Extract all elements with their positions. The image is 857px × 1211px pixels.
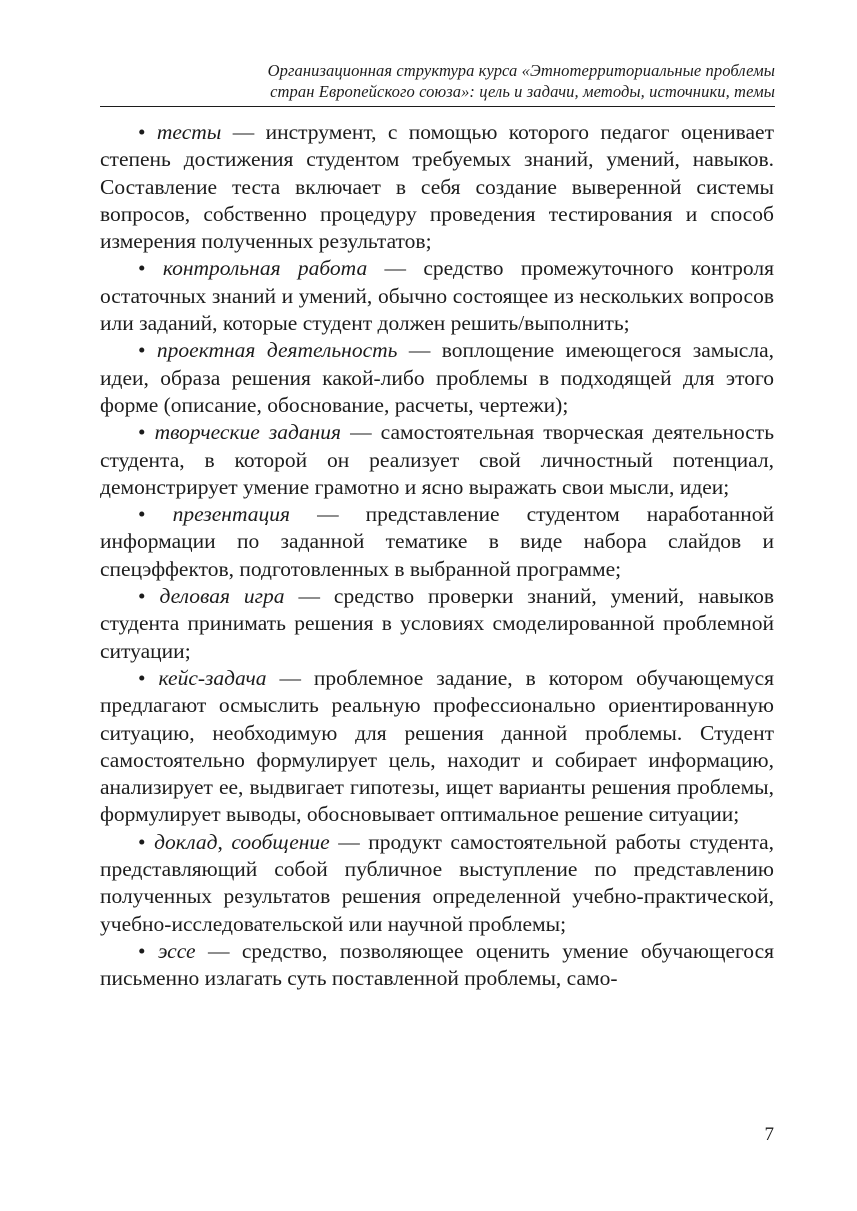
bullet: • bbox=[138, 584, 146, 609]
bullet: • bbox=[138, 420, 146, 445]
list-item-presentation bbox=[100, 501, 774, 583]
bullet: • bbox=[138, 256, 146, 281]
running-header-line-1: Организационная структура курса «Этнотерриториальные проблемы bbox=[267, 61, 775, 80]
bullet: • bbox=[138, 665, 146, 690]
definition: — средство проверки знаний, умений, навыков студента принимать решения в условиях смоделированной проблемной ситуации; bbox=[100, 584, 774, 663]
definition: — проблемное задание, в котором обучающемуся предлагают осмыслить реальную профессионально ориентированную ситуацию, необходимую для решения данной проблемы. Студент самостоятельно формулирует цель, находит и собирает информацию, анализирует ее, выдвигает гипотезы, ищет варианты решения проблемы, формулирует выводы, обосновывает оптимальное решение ситуации; bbox=[100, 665, 775, 827]
term: эссе bbox=[157, 938, 196, 963]
bullet: • bbox=[138, 829, 146, 854]
term: доклад bbox=[154, 829, 218, 854]
list-item-creative-tasks bbox=[100, 419, 774, 501]
bullet: • bbox=[138, 338, 146, 363]
term-2: сообщение bbox=[231, 829, 330, 854]
list-item-business-game bbox=[100, 583, 774, 665]
term: кейс-задача bbox=[158, 665, 267, 690]
term-separator: , bbox=[217, 829, 232, 854]
definition: — средство промежуточного контроля остаточных знаний и умений, обычно состоящее из нескольких вопросов или заданий, которые студент должен решить/выполнить; bbox=[100, 256, 774, 336]
term: тесты bbox=[156, 120, 222, 144]
term: творческие задания bbox=[154, 420, 342, 445]
list-item-project-activity bbox=[100, 337, 774, 419]
term: деловая игра bbox=[159, 584, 285, 609]
list-item-case-task bbox=[100, 665, 774, 829]
page-number: 7 bbox=[764, 1124, 774, 1145]
running-header-line-2: стран Европейского союза»: цель и задачи, методы, источники, темы bbox=[270, 82, 775, 101]
bullet: • bbox=[138, 938, 146, 963]
definition: — самостоятельная творческая деятельность студента, в которой он реализует свой личностный потенциал, демонстрирует умение грамотно и ясно выражать свои мысли, идеи; bbox=[100, 420, 775, 499]
definition: — представление студентом наработанной информации по заданной тематике в виде набора слайдов и спецэффектов, подготовленных в выбранной программе; bbox=[100, 502, 774, 581]
term: проектная деятельность bbox=[156, 338, 398, 363]
definition: — продукт самостоятельной работы студента, представляющий собой публичное выступление по представлению полученных результатов решения определенной учебно-практической, учебно-исследовательской или научной проблемы; bbox=[100, 829, 775, 936]
list-item-essay bbox=[100, 938, 774, 993]
list-item-control-work bbox=[100, 255, 774, 337]
running-header bbox=[100, 60, 775, 102]
body-text bbox=[100, 119, 774, 993]
definition: — средство, позволяющее оценить умение обучающегося письменно излагать суть поставленной проблемы, само- bbox=[100, 938, 775, 991]
list-item-tests bbox=[100, 119, 774, 255]
bullet: • bbox=[138, 502, 146, 527]
header-rule bbox=[100, 106, 775, 107]
definition: — инструмент, с помощью которого педагог оценивает степень достижения студентом требуемых знаний, умений, навыков. Составление теста включает в себя создание выверенной системы вопросов, собственно процедуру проведения тестирования и способ измерения полученных результатов; bbox=[100, 120, 774, 254]
bullet: • bbox=[138, 120, 146, 144]
definition: — воплощение имеющегося замысла, идеи, образа решения какой-либо проблемы в подходящей для этого форме (описание, обоснование, расчеты, чертежи); bbox=[100, 338, 774, 417]
term: презентация bbox=[172, 502, 290, 527]
list-item-report bbox=[100, 829, 774, 938]
term: контрольная работа bbox=[162, 256, 368, 281]
